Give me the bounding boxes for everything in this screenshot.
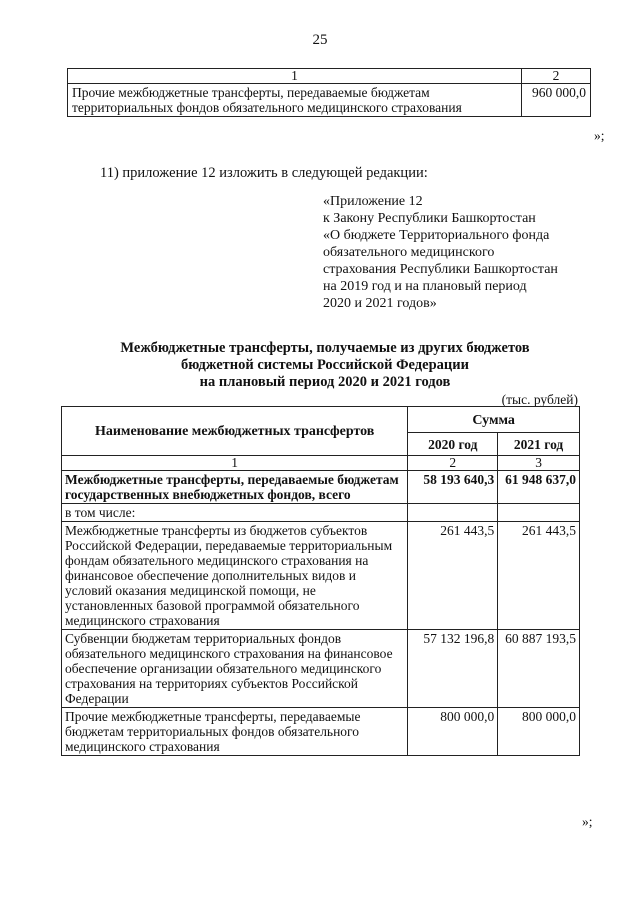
value-2020-cell <box>408 504 498 522</box>
appendix-line: «Приложение 12 <box>323 194 423 209</box>
header-year-2021: 2021 год <box>498 433 580 456</box>
appendix-line: страхования Республики Башкортостан <box>323 262 558 277</box>
table-row <box>62 471 580 504</box>
transfer-name-cell: Прочие межбюджетные трансферты, передаваемые бюджетам территориальных фондов обязательного медицинского страхования <box>62 708 408 756</box>
title-line: бюджетной системы Российской Федерации <box>181 357 469 373</box>
appendix-line: обязательного медицинского <box>323 245 495 260</box>
header-year-2020: 2020 год <box>408 433 498 456</box>
value-2021-cell <box>498 504 580 522</box>
page-number: 25 <box>312 32 328 48</box>
transfer-name-cell: Субвенции бюджетам территориальных фондов обязательного медицинского страхования на финансовое обеспечение организации обязательного медицинского страхования на территориях субъектов Российской Федерации <box>62 630 408 708</box>
transfer-name-cell: Межбюджетные трансферты из бюджетов субъектов Российской Федерации, передаваемые территориальным фондам обязательного медицинского страхования на финансовое обеспечение дополнительных видов и условий оказания медицинской помощи, не установленных базовой программой обязательного медицинского страхования <box>62 522 408 630</box>
transfers-table <box>61 406 580 756</box>
transfer-value-cell: 960 000,0 <box>522 84 591 117</box>
column-index-2: 2 <box>408 456 498 471</box>
table-row <box>62 522 580 630</box>
column-index-2: 2 <box>522 69 591 84</box>
value-2021-cell: 800 000,0 <box>498 708 580 756</box>
table-header-row <box>62 407 580 433</box>
column-index-1: 1 <box>62 456 408 471</box>
value-2020-cell: 57 132 196,8 <box>408 630 498 708</box>
appendix-heading <box>323 193 593 312</box>
closing-quote: »; <box>594 128 605 143</box>
column-index-3: 3 <box>498 456 580 471</box>
table-header-row <box>68 69 591 84</box>
header-name: Наименование межбюджетных трансфертов <box>62 407 408 456</box>
appendix-line: на 2019 год и на плановый период <box>323 279 527 294</box>
value-2021-cell: 60 887 193,5 <box>498 630 580 708</box>
value-2021-cell: 261 443,5 <box>498 522 580 630</box>
closing-quote: »; <box>582 814 593 829</box>
transfer-name-cell: Прочие межбюджетные трансферты, передаваемые бюджетам территориальных фондов обязательного медицинского страхования <box>68 84 522 117</box>
amendment-instruction: 11) приложение 12 изложить в следующей редакции: <box>100 165 428 181</box>
document-title <box>60 340 590 391</box>
header-sum: Сумма <box>408 407 580 433</box>
title-line: Межбюджетные трансферты, получаемые из других бюджетов <box>120 340 530 356</box>
transfer-name-cell: в том числе: <box>62 504 408 522</box>
continuation-table <box>67 68 591 117</box>
table-row <box>62 504 580 522</box>
table-row <box>68 84 591 117</box>
title-line: на плановый период 2020 и 2021 годов <box>199 374 451 390</box>
value-2020-cell: 58 193 640,3 <box>408 471 498 504</box>
table-row <box>62 708 580 756</box>
column-index-row <box>62 456 580 471</box>
unit-label: (тыс. рублей) <box>501 392 578 407</box>
appendix-line: 2020 и 2021 годов» <box>323 296 437 311</box>
table-row <box>62 630 580 708</box>
value-2020-cell: 261 443,5 <box>408 522 498 630</box>
value-2021-cell: 61 948 637,0 <box>498 471 580 504</box>
transfer-name-cell: Межбюджетные трансферты, передаваемые бюджетам государственных внебюджетных фондов, всего <box>62 471 408 504</box>
value-2020-cell: 800 000,0 <box>408 708 498 756</box>
appendix-line: «О бюджете Территориального фонда <box>323 228 550 243</box>
column-index-1: 1 <box>68 69 522 84</box>
appendix-line: к Закону Республики Башкортостан <box>323 211 536 226</box>
